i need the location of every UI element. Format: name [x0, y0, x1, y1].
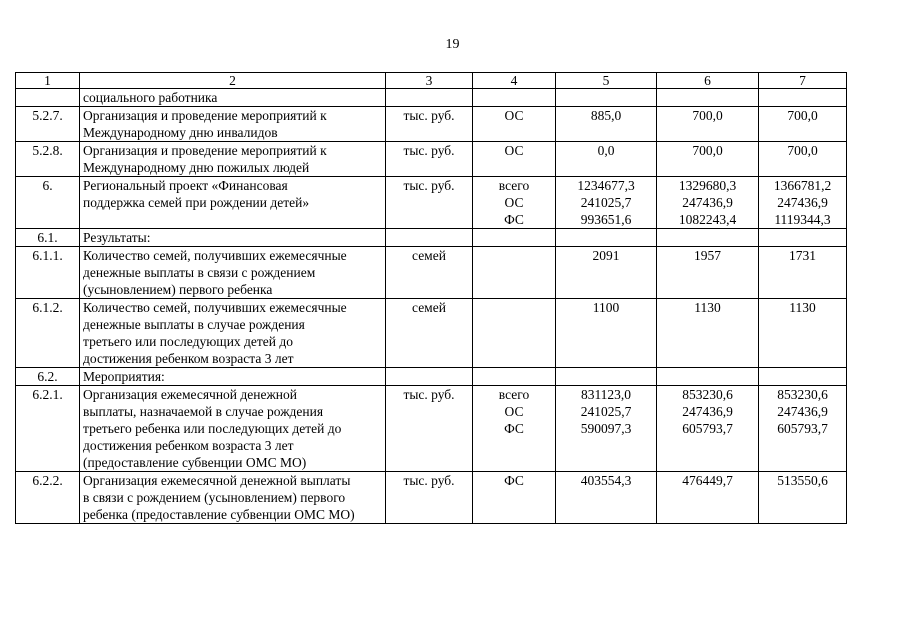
row-source-line: ФС — [504, 421, 524, 436]
row-value-col7-line: 513550,6 — [777, 473, 828, 488]
table-row — [16, 107, 847, 142]
row-value-col7 — [759, 177, 847, 229]
row-value-col7-line: 1731 — [789, 248, 816, 263]
row-source — [473, 247, 556, 299]
row-source-line: ОС — [504, 404, 524, 419]
row-value-col7-line: 1366781,2 — [773, 178, 832, 193]
row-value-col6 — [657, 177, 759, 229]
row-name — [80, 142, 386, 177]
row-unit — [386, 89, 473, 107]
row-name — [80, 107, 386, 142]
row-name-line: третьего ребенка или последующих детей до — [83, 421, 342, 436]
row-value-col6 — [657, 472, 759, 524]
row-value-col5-line: 831123,0 — [580, 387, 632, 402]
row-code: 6.1.2. — [16, 299, 80, 368]
row-name-line: в связи с рождением (усыновлением) первого — [83, 490, 346, 505]
row-name-line: денежные выплаты в случае рождения — [83, 317, 305, 332]
row-unit: тыс. руб. — [386, 142, 473, 177]
row-name-line: выплаты, назначаемой в случае рождения — [83, 404, 324, 419]
row-source-line: ОС — [504, 143, 524, 158]
row-name — [80, 472, 386, 524]
row-unit — [386, 368, 473, 386]
table-row — [16, 299, 847, 368]
row-value-col7-line: 700,0 — [787, 143, 818, 158]
row-value-col5-line: 241025,7 — [580, 404, 632, 419]
row-value-col6 — [657, 89, 759, 107]
row-source-line: ФС — [504, 212, 524, 227]
row-name — [80, 229, 386, 247]
row-value-col5-line: 0,0 — [597, 143, 615, 158]
row-value-col7-line: 247436,9 — [777, 404, 828, 419]
row-unit: тыс. руб. — [386, 386, 473, 472]
table-row — [16, 89, 847, 107]
row-value-col6-line: 700,0 — [692, 143, 723, 158]
row-name-line: социального работника — [83, 90, 218, 105]
row-source-line: ОС — [504, 195, 524, 210]
row-name-line: денежные выплаты в связи с рождением — [83, 265, 316, 280]
column-header: 5 — [556, 73, 657, 89]
row-source-line: всего — [498, 387, 530, 402]
row-value-col5-line: 885,0 — [590, 108, 622, 123]
row-code: 5.2.8. — [16, 142, 80, 177]
row-value-col5 — [556, 299, 657, 368]
row-code: 6.1. — [16, 229, 80, 247]
row-name-line: ребенка (предоставление субвенции ОМС МО) — [83, 507, 355, 522]
row-value-col6-line: 247436,9 — [682, 404, 733, 419]
row-value-col6 — [657, 107, 759, 142]
column-header: 7 — [759, 73, 847, 89]
row-code — [16, 89, 80, 107]
row-source — [473, 107, 556, 142]
row-name-line: достижения ребенком возраста 3 лет — [83, 351, 294, 366]
row-code: 5.2.7. — [16, 107, 80, 142]
row-value-col7-line: 853230,6 — [777, 387, 828, 402]
row-value-col5 — [556, 142, 657, 177]
row-value-col7 — [759, 472, 847, 524]
row-name-line: (усыновлением) первого ребенка — [83, 282, 273, 297]
row-name — [80, 299, 386, 368]
row-code: 6.2.1. — [16, 386, 80, 472]
row-value-col6 — [657, 142, 759, 177]
row-value-col5-line: 1234677,3 — [577, 178, 635, 193]
row-value-col6 — [657, 247, 759, 299]
row-value-col5 — [556, 472, 657, 524]
table-row — [16, 177, 847, 229]
column-header: 2 — [80, 73, 386, 89]
row-name — [80, 247, 386, 299]
row-value-col5 — [556, 386, 657, 472]
row-unit: тыс. руб. — [386, 107, 473, 142]
row-source-line: ФС — [504, 473, 524, 488]
row-value-col5 — [556, 247, 657, 299]
row-name-line: Международному дню инвалидов — [83, 125, 278, 140]
row-source — [473, 177, 556, 229]
table-row — [16, 142, 847, 177]
row-name — [80, 177, 386, 229]
row-value-col6-line: 1130 — [694, 300, 721, 315]
row-value-col5 — [556, 229, 657, 247]
row-name-line: Организация и проведение мероприятий к — [83, 143, 327, 158]
row-name — [80, 386, 386, 472]
table-row — [16, 247, 847, 299]
row-value-col6-line: 605793,7 — [682, 421, 733, 436]
row-source — [473, 368, 556, 386]
row-source — [473, 472, 556, 524]
row-value-col7-line: 1130 — [789, 300, 816, 315]
row-value-col5-line: 241025,7 — [580, 195, 632, 210]
row-value-col7-line: 1119344,3 — [774, 212, 831, 227]
row-value-col6-line: 853230,6 — [682, 387, 733, 402]
table-row — [16, 368, 847, 386]
row-value-col6-line: 700,0 — [692, 108, 723, 123]
row-name-line: (предоставление субвенции ОМС МО) — [83, 455, 307, 470]
row-value-col7-line: 700,0 — [787, 108, 818, 123]
row-value-col5 — [556, 89, 657, 107]
row-value-col6-line: 1329680,3 — [678, 178, 737, 193]
row-name — [80, 368, 386, 386]
row-value-col7 — [759, 107, 847, 142]
column-header: 6 — [657, 73, 759, 89]
row-source — [473, 89, 556, 107]
row-value-col7-line: 605793,7 — [777, 421, 828, 436]
row-code: 6. — [16, 177, 80, 229]
row-code: 6.1.1. — [16, 247, 80, 299]
row-value-col6 — [657, 299, 759, 368]
column-header: 1 — [16, 73, 80, 89]
row-value-col6 — [657, 368, 759, 386]
row-unit: семей — [386, 299, 473, 368]
row-value-col6-line: 1957 — [694, 248, 721, 263]
row-value-col6-line: 476449,7 — [682, 473, 733, 488]
row-value-col7 — [759, 229, 847, 247]
row-value-col5 — [556, 107, 657, 142]
row-name-line: Мероприятия: — [83, 369, 165, 384]
row-name-line: Международному дню пожилых людей — [83, 160, 310, 175]
row-value-col7 — [759, 89, 847, 107]
row-unit: тыс. руб. — [386, 177, 473, 229]
row-name-line: Региональный проект «Финансовая — [83, 178, 288, 193]
row-name-line: достижения ребенком возраста 3 лет — [83, 438, 294, 453]
row-name-line: Организация ежемесячной денежной выплаты — [83, 473, 351, 488]
row-value-col7 — [759, 247, 847, 299]
row-source — [473, 299, 556, 368]
row-code: 6.2. — [16, 368, 80, 386]
row-value-col5 — [556, 368, 657, 386]
table-header-row — [16, 73, 847, 89]
row-value-col5-line: 2091 — [592, 248, 620, 263]
row-value-col7 — [759, 299, 847, 368]
row-name-line: поддержка семей при рождении детей» — [83, 195, 310, 210]
row-value-col5-line: 403554,3 — [580, 473, 632, 488]
row-value-col6 — [657, 229, 759, 247]
column-header: 3 — [386, 73, 473, 89]
page-number: 19 — [445, 37, 460, 52]
row-unit — [386, 229, 473, 247]
row-value-col5 — [556, 177, 657, 229]
row-name — [80, 89, 386, 107]
row-unit: тыс. руб. — [386, 472, 473, 524]
row-source-line: всего — [498, 178, 530, 193]
budget-table — [15, 72, 847, 524]
row-value-col6 — [657, 386, 759, 472]
row-value-col6-line: 1082243,4 — [678, 212, 737, 227]
row-value-col5-line: 993651,6 — [580, 212, 632, 227]
table-row — [16, 386, 847, 472]
row-unit: семей — [386, 247, 473, 299]
row-name-line: Организация и проведение мероприятий к — [83, 108, 327, 123]
row-value-col6-line: 247436,9 — [682, 195, 733, 210]
column-header: 4 — [473, 73, 556, 89]
row-value-col5-line: 590097,3 — [580, 421, 632, 436]
row-name-line: Организация ежемесячной денежной — [83, 387, 298, 402]
table-row — [16, 229, 847, 247]
row-source — [473, 229, 556, 247]
row-source-line: ОС — [504, 108, 524, 123]
row-name-line: Количество семей, получивших ежемесячные — [83, 248, 347, 263]
row-name-line: Результаты: — [83, 230, 151, 245]
row-code: 6.2.2. — [16, 472, 80, 524]
row-value-col7 — [759, 368, 847, 386]
row-value-col5-line: 1100 — [592, 300, 620, 315]
row-source — [473, 386, 556, 472]
row-value-col7-line: 247436,9 — [777, 195, 828, 210]
row-name-line: Количество семей, получивших ежемесячные — [83, 300, 347, 315]
table-row — [16, 472, 847, 524]
row-source — [473, 142, 556, 177]
row-value-col7 — [759, 142, 847, 177]
row-value-col7 — [759, 386, 847, 472]
row-name-line: третьего или последующих детей до — [83, 334, 294, 349]
